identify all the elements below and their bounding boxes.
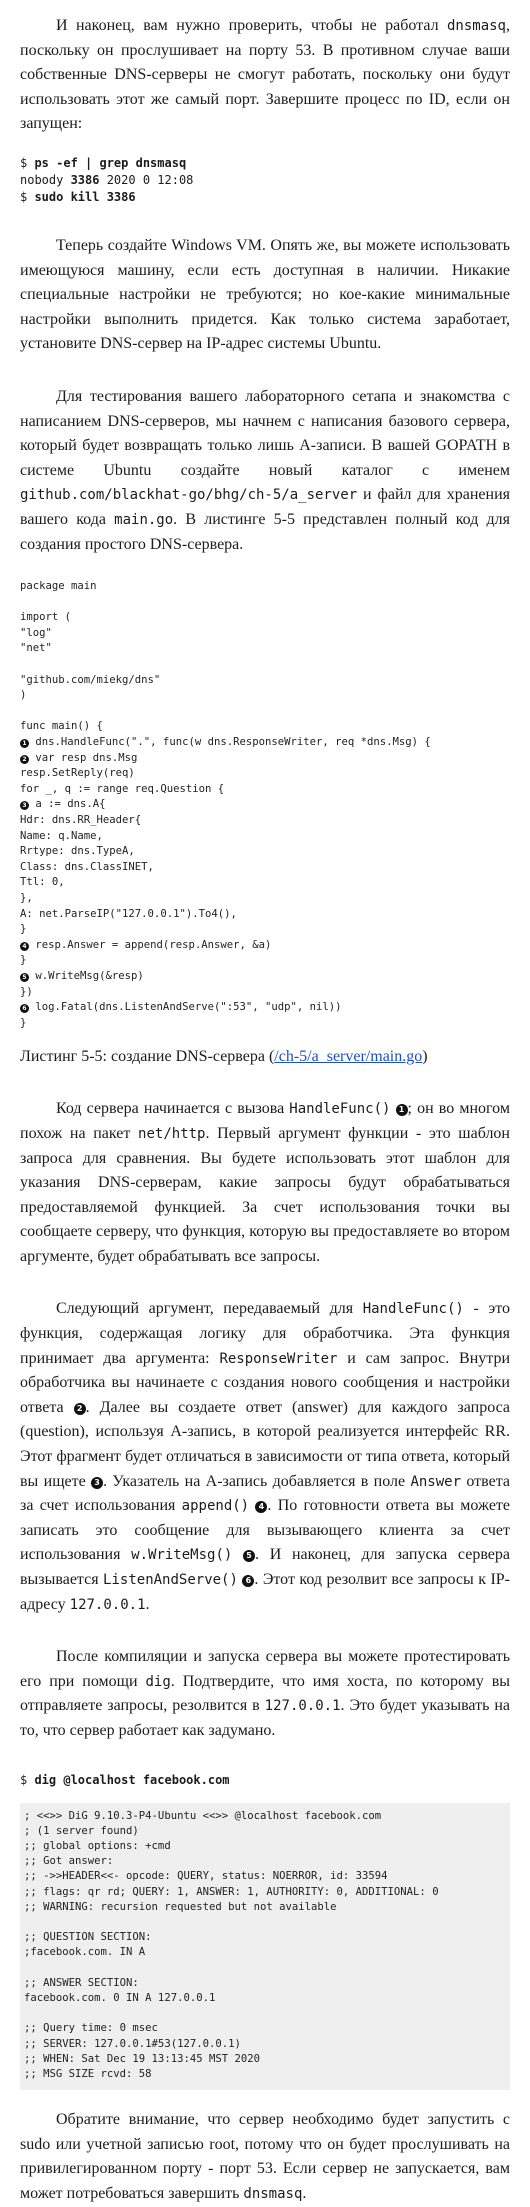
inline-code: ListenAndServe() xyxy=(103,1572,238,1588)
code-line: Rrtype: dns.TypeA, xyxy=(20,845,135,858)
inline-code: net/http xyxy=(138,1125,206,1142)
code-line: resp.SetReply(req) xyxy=(20,767,135,780)
text: . Это будет указывать на то, что сервер работает как задумано. xyxy=(20,1697,510,1739)
code-line: }) xyxy=(20,985,33,998)
prompt: $ xyxy=(20,189,35,204)
paragraph-handler-logic xyxy=(20,1297,510,1617)
code-line: var resp dns.Msg xyxy=(29,751,138,764)
text: . xyxy=(145,1595,150,1613)
command-text: sudo kill 3386 xyxy=(34,189,136,204)
code-line: dns.HandleFunc(".", func(w dns.ResponseWriter, req *dns.Msg) { xyxy=(29,736,431,749)
code-line: package main xyxy=(20,580,97,593)
terminal-line: ; (1 server found) xyxy=(24,1824,139,1837)
command-block-kill xyxy=(20,155,510,206)
callout-marker: 3 xyxy=(91,1477,103,1489)
terminal-line: ;; WARNING: recursion requested but not available xyxy=(24,1900,337,1913)
text: . Этот код резолвит все запросы к IP-адресу xyxy=(20,1571,511,1613)
terminal-line: ;; MSG SIZE rcvd: 58 xyxy=(24,2068,152,2081)
code-line: Name: q.Name, xyxy=(20,829,103,842)
text: . Далее вы создаете ответ (answer) для каждого запроса (question), используя A-запись, в которой реализуется интерфейс RR. Этот фрагмент будет отличаться в зависимости от типа ответа, который вы ищете xyxy=(20,1398,510,1490)
paragraph-windows-vm: Теперь создайте Windows VM. Опять же, вы можете использовать имеющуюся машину, если есть доступная в наличии. Никакие специальные настройки не требуются; но кое-какие минимальные настройки выполнить придется. Как только система заработает, установите DNS-сервер на IP-адрес системы Ubuntu. xyxy=(20,236,510,353)
inline-code: append() xyxy=(181,1498,250,1515)
inline-code: dnsmasq xyxy=(243,2186,303,2202)
text: . И наконец, для запуска сервера вызывается xyxy=(20,1546,510,1588)
inline-code: github.com/blackhat-go/bhg/ch-5/a_server xyxy=(20,487,358,504)
command-block-dig xyxy=(20,1772,510,1789)
terminal-line: ;; flags: qr rd; QUERY: 1, ANSWER: 1, AUTHORITY: 0, ADDITIONAL: 0 xyxy=(24,1885,439,1898)
terminal-line: ;; Query time: 0 msec xyxy=(24,2022,158,2035)
callout-marker: 2 xyxy=(20,755,29,764)
code-line: ) xyxy=(20,689,27,702)
terminal-line: ;; global options: +cmd xyxy=(24,1839,171,1852)
code-line: } xyxy=(20,923,27,936)
text: . xyxy=(302,2185,307,2202)
code-line: func main() { xyxy=(20,720,103,733)
callout-marker: 4 xyxy=(255,1501,267,1513)
inline-code: Answer xyxy=(410,1473,462,1490)
text: ; он во многом похож на пакет xyxy=(20,1100,510,1142)
output-text: 2020 0 12:08 xyxy=(99,172,194,187)
text: , поскольку он прослушивает на порту 53. В противном случае ваши собственные DNS-серверы не смогут работать, поскольку они будут использовать этот же самый порт. Завершите процесс по ID, если он запущен: xyxy=(20,17,510,133)
code-line: a := dns.A{ xyxy=(29,798,106,811)
code-line: for _, q := range req.Question { xyxy=(20,782,225,795)
command-text: ps -ef | grep dnsmasq xyxy=(34,155,187,170)
terminal-line: ;; ANSWER SECTION: xyxy=(24,1976,139,1989)
text: и файл для хранения вашего кода xyxy=(20,486,510,528)
callout-marker: 5 xyxy=(20,973,29,982)
terminal-line: facebook.com. 0 IN A 127.0.0.1 xyxy=(24,1992,216,2004)
callout-marker: 1 xyxy=(396,1104,408,1116)
text: И наконец, вам нужно проверить, чтобы не работал xyxy=(56,17,447,34)
code-line: import ( xyxy=(20,611,72,624)
caption-text: Листинг 5-5: создание DNS-сервера ( xyxy=(20,1048,275,1066)
text: ответа за счет использования xyxy=(20,1472,510,1515)
code-line: Ttl: 0, xyxy=(20,876,65,889)
text: . По готовности ответа вы можете записать это сообщение для вызывающего клиента за счет использования xyxy=(20,1497,511,1564)
inline-code: main.go xyxy=(114,511,174,528)
inline-code: 127.0.0.1 xyxy=(69,1596,146,1613)
code-line: "github.com/miekg/dns" xyxy=(20,673,161,686)
inline-code: HandleFunc() xyxy=(362,1301,464,1318)
terminal-line: ;; QUESTION SECTION: xyxy=(24,1931,152,1944)
code-line: log.Fatal(dns.ListenAndServe(":53", "udp", nil)) xyxy=(29,1001,342,1014)
paragraph-handlefunc xyxy=(20,1097,510,1269)
code-line: "net" xyxy=(20,642,52,655)
text: . Первый аргумент функции - это шаблон запроса для сравнения. Вы будете использовать этот шаблон для указания DNS-серверам, какие запросы будут обрабатываться предоставляемой функцией. За счет использования точки вы сообщаете серверу, что функция, которую вы предоставляете во втором аргументе, будет обрабатывать все запросы. xyxy=(20,1124,510,1265)
callout-marker: 4 xyxy=(20,942,29,951)
caption-text: ) xyxy=(422,1048,428,1066)
inline-code: dnsmasq xyxy=(446,18,506,34)
callout-marker: 2 xyxy=(74,1403,86,1415)
code-line: resp.Answer = append(resp.Answer, &a) xyxy=(29,938,272,951)
text: - это функция, содержащая логику для обработчика. Эта функция принимает два аргумента: xyxy=(20,1300,510,1367)
paragraph-lab-setup xyxy=(20,385,510,557)
inline-code: ResponseWriter xyxy=(219,1350,338,1367)
text: и сам запрос. Внутри обработчика вы начинаете с создания нового сообщения и настройки ответа xyxy=(20,1349,511,1416)
terminal-line: ;facebook.com. IN A xyxy=(24,1946,146,1959)
inline-code: dig xyxy=(145,1673,171,1690)
text: Следующий аргумент, передаваемый для xyxy=(56,1300,363,1318)
callout-marker: 6 xyxy=(242,1575,254,1587)
callout-marker: 6 xyxy=(20,1004,29,1013)
text: . Подтвердите, что имя хоста, по которому вы отправляете запросы, резолвится в xyxy=(20,1672,511,1715)
terminal-line: ;; SERVER: 127.0.0.1#53(127.0.0.1) xyxy=(24,2037,241,2050)
paragraph-dnsmasq xyxy=(20,14,510,137)
output-text: nobody xyxy=(20,172,71,187)
source-link[interactable]: /ch-5/a_server/main.go xyxy=(274,1048,423,1066)
callout-marker: 5 xyxy=(243,1550,255,1562)
terminal-line: ;; Got answer: xyxy=(24,1855,114,1868)
callout-marker: 3 xyxy=(20,801,29,810)
code-line: Hdr: dns.RR_Header{ xyxy=(20,814,142,826)
terminal-output xyxy=(20,1803,510,2091)
code-line: }, xyxy=(20,891,33,904)
code-line: Class: dns.ClassINET, xyxy=(20,860,154,873)
code-line: A: net.ParseIP("127.0.0.1").To4(), xyxy=(20,907,237,920)
terminal-line: ;; ->>HEADER<<- opcode: QUERY, status: NOERROR, id: 33594 xyxy=(24,1870,388,1883)
text: После компиляции и запуска сервера вы можете протестировать его при помощи xyxy=(20,1648,510,1690)
code-listing xyxy=(20,579,510,1031)
inline-code: w.WriteMsg() xyxy=(131,1547,233,1564)
output-pid: 3386 xyxy=(70,172,100,187)
text: Для тестирования вашего лабораторного сетапа и знакомства с написанием DNS-серверов, мы начнем с написания базового сервера, который будет возвращать только лишь A-записи. В вашей GOPATH в системе Ubuntu создайте новый каталог с именем xyxy=(20,387,510,479)
text: Код сервера начинается с вызова xyxy=(56,1100,290,1118)
listing-caption xyxy=(20,1045,510,1069)
code-line: } xyxy=(20,954,27,967)
paragraph-dig-test xyxy=(20,1645,510,1743)
text: . В листинге 5-5 представлен полный код для создания простого DNS-сервера. xyxy=(20,510,511,553)
prompt: $ xyxy=(20,1772,35,1787)
paragraph-sudo-note xyxy=(20,2108,510,2206)
code-line: w.WriteMsg(&resp) xyxy=(29,969,144,982)
text: Обратите внимание, что сервер необходимо будет запустить с sudo или учетной записью root, потому что он будет прослушивать на привилегированном порту - порт 53. Если сервер не запускается, вам может потребоваться завершить xyxy=(20,2111,510,2202)
prompt: $ xyxy=(20,155,35,170)
terminal-line: ; <<>> DiG 9.10.3-P4-Ubuntu <<>> @localhost facebook.com xyxy=(24,1809,382,1822)
terminal-line: ;; WHEN: Sat Dec 19 13:13:45 MST 2020 xyxy=(24,2052,260,2065)
inline-code: HandleFunc() xyxy=(289,1101,391,1118)
code-line: } xyxy=(20,1016,27,1029)
text: . Указатель на A-запись добавляется в поле xyxy=(103,1472,411,1490)
callout-marker: 1 xyxy=(20,739,29,748)
code-line: "log" xyxy=(20,626,52,639)
command-text: dig @localhost facebook.com xyxy=(34,1772,230,1787)
inline-code: 127.0.0.1 xyxy=(264,1698,341,1715)
